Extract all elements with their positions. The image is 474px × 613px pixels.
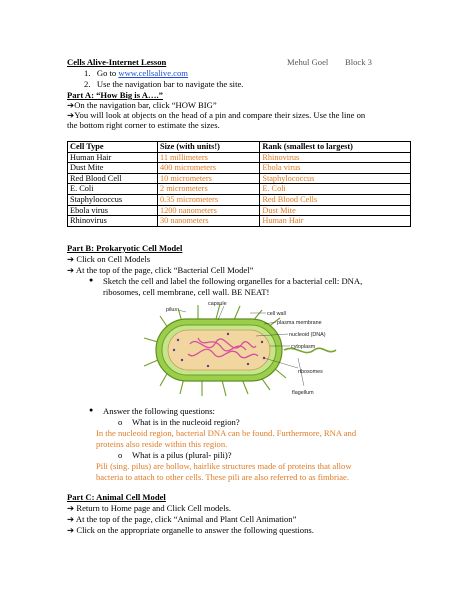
part-c-line-1: ➔ Return to Home page and Click Cell models. xyxy=(67,503,232,513)
step2-text: Use the navigation bar to navigate the site. xyxy=(96,79,244,89)
cell-rank: Dust Mite xyxy=(260,205,411,216)
cell-type: E. Coli xyxy=(68,184,158,195)
label-capsule: capsule xyxy=(208,301,227,307)
table-row xyxy=(68,205,411,216)
part-c-title: Part C: Animal Cell Model xyxy=(67,492,166,502)
header-cell-type: Cell Type xyxy=(68,142,158,153)
table-row xyxy=(68,163,411,174)
bullet-dot: ● xyxy=(89,276,94,284)
label-cytoplasm: cytoplasm xyxy=(291,344,316,350)
size-table xyxy=(67,141,411,227)
part-b-bullet-2: Answer the following questions: xyxy=(103,406,215,416)
answer-2a: Pili (sing. pilus) are hollow, hairlike structures made of proteins that allow xyxy=(96,461,352,471)
answer-1a: In the nucleoid region, bacterial DNA can be found. Furthermore, RNA and xyxy=(96,428,357,438)
answer-1b: proteins also reside within this region. xyxy=(96,439,228,449)
part-a-line-1: ➔On the navigation bar, click “HOW BIG” xyxy=(67,100,217,110)
cytoplasm-shape xyxy=(168,330,270,370)
cell-rank: Human Hair xyxy=(260,216,411,227)
cell-rank: Staphylococcus xyxy=(260,173,411,184)
cell-rank: Red Blood Cells xyxy=(260,194,411,205)
table-row xyxy=(68,152,411,163)
cell-type: Staphylococcus xyxy=(68,194,158,205)
answer-2b: bacteria to attach to other cells. These pili are also referred to as fimbriae. xyxy=(96,472,350,482)
part-b-line-2: ➔ At the top of the page, click “Bacterial Cell Model” xyxy=(67,265,254,275)
cell-type: Dust Mite xyxy=(68,163,158,174)
question-2: What is a pilus (plural- pili)? xyxy=(132,450,232,460)
part-c-line-3: ➔ Click on the appropriate organelle to answer the following questions. xyxy=(67,525,314,535)
cell-size: 11 millimeters xyxy=(157,152,259,163)
part-a-line-2b: the bottom right corner to estimate the sizes. xyxy=(67,120,220,130)
table-row xyxy=(68,194,411,205)
step1-prefix: Go to xyxy=(96,68,119,78)
header-size: Size (with units!) xyxy=(157,142,259,153)
cell-type: Human Hair xyxy=(68,152,158,163)
cell-size: 0.35 micrometers xyxy=(157,194,259,205)
intro-step-2: 2. Use the navigation bar to navigate the site. xyxy=(84,79,244,89)
question-1: What is in the nucleoid region? xyxy=(132,417,240,427)
intro-step-1: 1. Go to www.cellsalive.com xyxy=(84,68,188,78)
label-ribosomes: ribosomes xyxy=(298,369,323,375)
header-rank: Rank (smallest to largest) xyxy=(260,142,411,153)
cell-type: Rhinovirus xyxy=(68,216,158,227)
cell-size: 10 micrometers xyxy=(157,173,259,184)
table-header-row xyxy=(68,142,411,153)
table-row xyxy=(68,216,411,227)
cell-rank: Ebola virus xyxy=(260,163,411,174)
part-b-bullet-1b: ribosomes, cell membrane, cell wall. BE NEAT! xyxy=(103,287,270,297)
part-a-title: Part A: “How Big is A….” xyxy=(67,90,163,100)
question-1-marker: o xyxy=(118,417,123,427)
label-nucleoid: nucleoid (DNA) xyxy=(289,332,326,338)
label-pilus: pilus xyxy=(166,307,178,313)
lesson-title: Cells Alive-Internet Lesson xyxy=(67,57,167,67)
question-2-marker: o xyxy=(118,450,123,460)
part-b-line-1: ➔ Click on Cell Models xyxy=(67,254,151,264)
cellsalive-link[interactable]: www.cellsalive.com xyxy=(118,68,188,78)
bacterial-cell-diagram xyxy=(138,300,338,400)
cell-type: Ebola virus xyxy=(68,205,158,216)
cell-size: 400 micrometers xyxy=(157,163,259,174)
cell-size: 1200 nanometers xyxy=(157,205,259,216)
block-label: Block 3 xyxy=(345,57,372,67)
table-row xyxy=(68,173,411,184)
table-row xyxy=(68,184,411,195)
cell-size: 30 nanometers xyxy=(157,216,259,227)
cell-rank: Rhinovirus xyxy=(260,152,411,163)
cell-size: 2 micrometers xyxy=(157,184,259,195)
label-flagellum: flagellum xyxy=(292,390,314,396)
cell-rank: E. Coli xyxy=(260,184,411,195)
cell-type: Red Blood Cell xyxy=(68,173,158,184)
part-c-line-2: ➔ At the top of the page, click “Animal and Plant Cell Animation” xyxy=(67,514,297,524)
student-name: Mehul Goel xyxy=(287,57,329,67)
label-plasma-membrane: plasma membrane xyxy=(277,320,322,326)
part-b-bullet-1a: Sketch the cell and label the following organelles for a bacterial cell: DNA, xyxy=(103,276,363,286)
part-b-title: Part B: Prokaryotic Cell Model xyxy=(67,243,183,253)
label-cell-wall: cell wall xyxy=(267,311,286,317)
bullet-dot: ● xyxy=(89,406,94,414)
part-a-line-2a: ➔You will look at objects on the head of a pin and compare their sizes. Use the line on xyxy=(67,110,366,120)
